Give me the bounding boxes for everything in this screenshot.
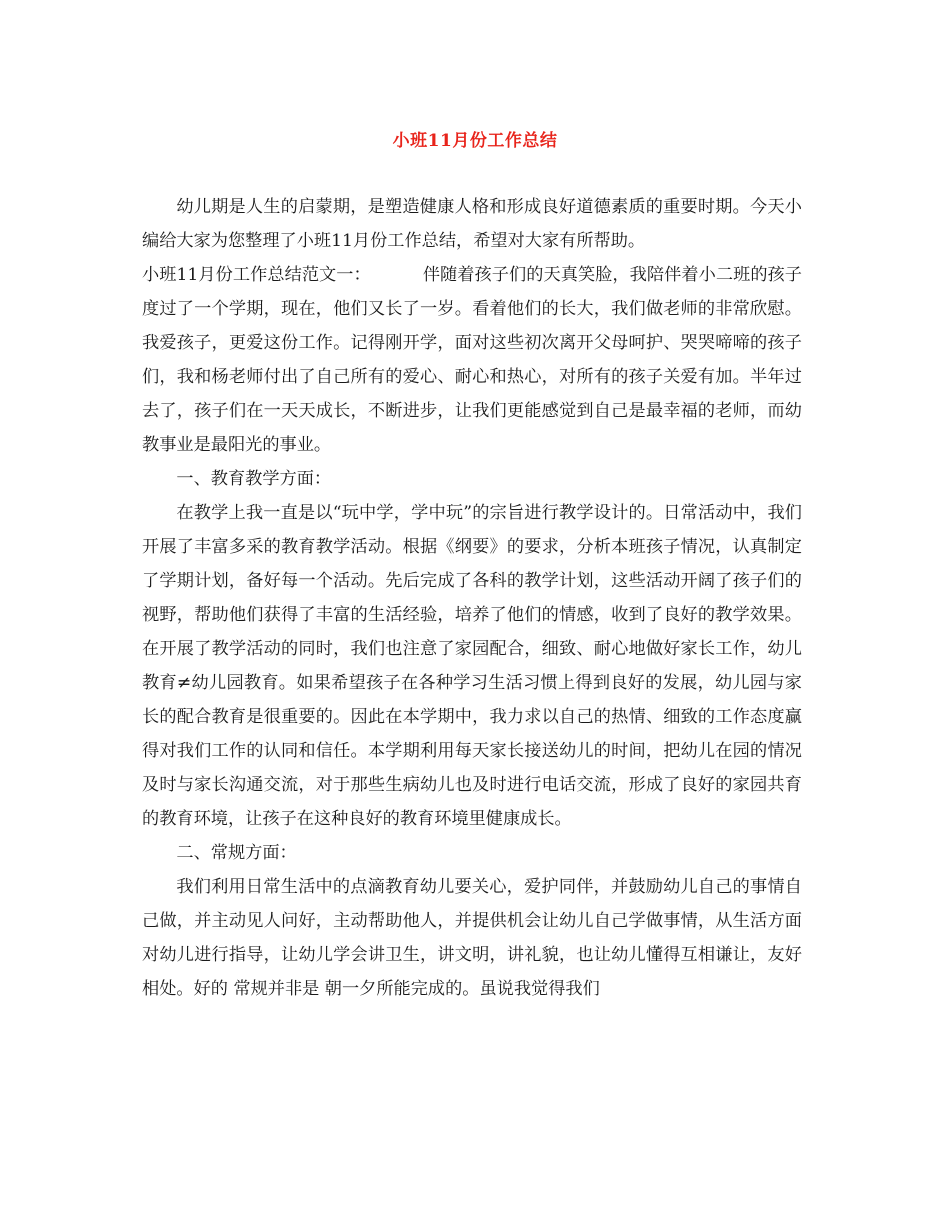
document-body [142,190,802,1006]
intro-paragraph: 幼儿期是人生的启蒙期，是塑造健康人格和形成良好道德素质的重要时期。今天小编给大家为您整理了小班11月份工作总结，希望对大家有所帮助。 [142,197,802,251]
section2-paragraph: 我们利用日常生活中的点滴教育幼儿要关心，爱护同伴，并鼓励幼儿自己的事情自己做，并主动见人问好，主动帮助他人，并提供机会让幼儿自己学做事情，从生活方面对幼儿进行指导，让幼儿学会讲卫生，讲文明，讲礼貌，也让幼儿懂得互相谦让，友好相处。好的 常规并非是 朝一夕所能完成的。虽说我觉得我们 [142,877,802,999]
section1-heading: 一、教育教学方面： [176,469,332,489]
sample-paragraph [142,258,802,462]
document-title: 小班11月份工作总结 [392,131,558,151]
sample-text: 伴随着孩子们的天真笑脸，我陪伴着小二班的孩子度过了一个学期，现在，他们又长了一岁。看着他们的长大，我们做老师的非常欣慰。我爱孩子，更爱这份工作。记得刚开学，面对这些初次离开父母呵护、哭哭啼啼的孩子们，我和杨老师付出了自己所有的爱心、耐心和热心，对所有的孩子关爱有加。半年过去了，孩子们在一天天成长，不断进步，让我们更能感觉到自己是最幸福的老师，而幼教事业是最阳光的事业。 [142,265,802,455]
section2-heading: 二、常规方面： [176,843,297,863]
sample-label: 小班11月份工作总结范文一： [142,265,371,285]
section1-paragraph: 在教学上我一直是以“玩中学，学中玩”的宗旨进行教学设计的。日常活动中，我们开展了丰富多采的教育教学活动。根据《纲要》的要求，分析本班孩子情况，认真制定了学期计划，备好每一个活动。先后完成了各科的教学计划，这些活动开阔了孩子们的视野，帮助他们获得了丰富的生活经验，培养了他们的情感，收到了良好的教学效果。在开展了教学活动的同时，我们也注意了家园配合，细致、耐心地做好家长工作，幼儿教育≠幼儿园教育。如果希望孩子在各种学习生活习惯上得到良好的发展，幼儿园与家长的配合教育是很重要的。因此在本学期中，我力求以自己的热情、细致的工作态度赢得对我们工作的认同和信任。本学期利用每天家长接送幼儿的时间，把幼儿在园的情况及时与家长沟通交流，对于那些生病幼儿也及时进行电话交流，形成了良好的家园共育的教育环境，让孩子在这种良好的教育环境里健康成长。 [142,503,802,829]
